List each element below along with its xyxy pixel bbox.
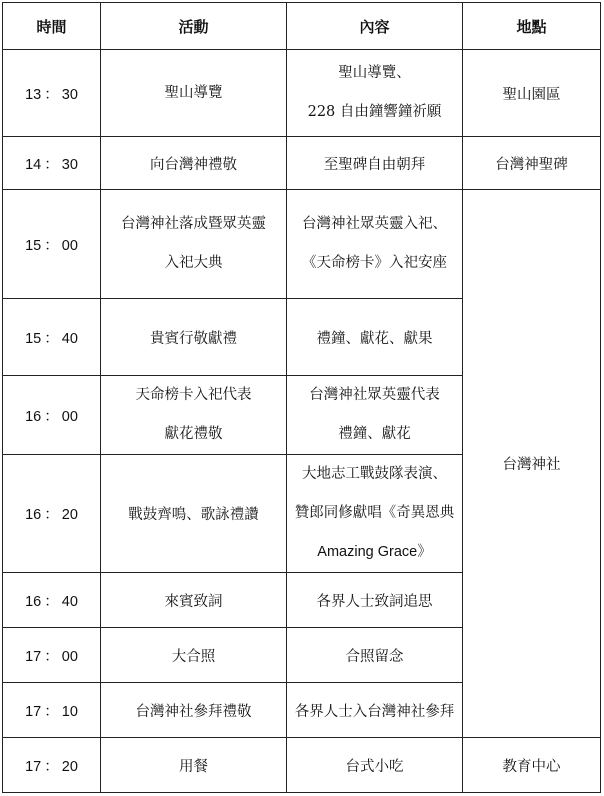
location-cell: 教育中心 bbox=[463, 738, 601, 793]
content-cell: 至聖碑自由朝拜 bbox=[287, 137, 463, 190]
content-cell: 各界人士入台灣神社參拜 bbox=[287, 683, 463, 738]
activity-cell: 台灣神社落成暨眾英靈 入祀大典 bbox=[101, 190, 287, 299]
header-activity: 活動 bbox=[101, 3, 287, 50]
schedule-table bbox=[2, 2, 601, 793]
location-cell: 聖山園區 bbox=[463, 50, 601, 137]
activity-cell: 來賓致詞 bbox=[101, 573, 287, 628]
activity-cell: 聖山導覽 bbox=[101, 50, 287, 137]
table-row bbox=[3, 738, 601, 793]
header-time: 時間 bbox=[3, 3, 101, 50]
content-cell: 禮鐘、獻花、獻果 bbox=[287, 299, 463, 376]
time-cell: 16 ： 40 bbox=[3, 573, 101, 628]
header-location: 地點 bbox=[463, 3, 601, 50]
content-cell: 台式小吃 bbox=[287, 738, 463, 793]
time-cell: 15 ： 40 bbox=[3, 299, 101, 376]
content-cell: 聖山導覽、 228 自由鐘響鐘祈願 bbox=[287, 50, 463, 137]
content-cell: 大地志工戰鼓隊表演、 贊郎同修獻唱《奇異恩典 Amazing Grace》 bbox=[287, 455, 463, 573]
activity-cell: 戰鼓齊鳴、歌詠禮讚 bbox=[101, 455, 287, 573]
activity-cell: 用餐 bbox=[101, 738, 287, 793]
activity-cell: 向台灣神禮敬 bbox=[101, 137, 287, 190]
header-row bbox=[3, 3, 601, 50]
activity-cell: 貴賓行敬獻禮 bbox=[101, 299, 287, 376]
table-row bbox=[3, 50, 601, 137]
content-cell: 台灣神社眾英靈入祀、 《天命榜卡》入祀安座 bbox=[287, 190, 463, 299]
activity-cell: 天命榜卡入祀代表 獻花禮敬 bbox=[101, 376, 287, 455]
location-cell: 台灣神聖碑 bbox=[463, 137, 601, 190]
content-cell: 各界人士致詞追思 bbox=[287, 573, 463, 628]
time-cell: 16 ： 00 bbox=[3, 376, 101, 455]
time-cell: 17 ： 10 bbox=[3, 683, 101, 738]
activity-cell: 大合照 bbox=[101, 628, 287, 683]
content-cell: 合照留念 bbox=[287, 628, 463, 683]
header-content: 內容 bbox=[287, 3, 463, 50]
time-cell: 15 ： 00 bbox=[3, 190, 101, 299]
time-cell: 17 ： 20 bbox=[3, 738, 101, 793]
table-row bbox=[3, 190, 601, 299]
time-cell: 17 ： 00 bbox=[3, 628, 101, 683]
time-cell: 13 ： 30 bbox=[3, 50, 101, 137]
table-row bbox=[3, 137, 601, 190]
location-cell: 台灣神社 bbox=[463, 190, 601, 738]
time-cell: 14 ： 30 bbox=[3, 137, 101, 190]
activity-cell: 台灣神社參拜禮敬 bbox=[101, 683, 287, 738]
time-cell: 16 ： 20 bbox=[3, 455, 101, 573]
content-cell: 台灣神社眾英靈代表 禮鐘、獻花 bbox=[287, 376, 463, 455]
